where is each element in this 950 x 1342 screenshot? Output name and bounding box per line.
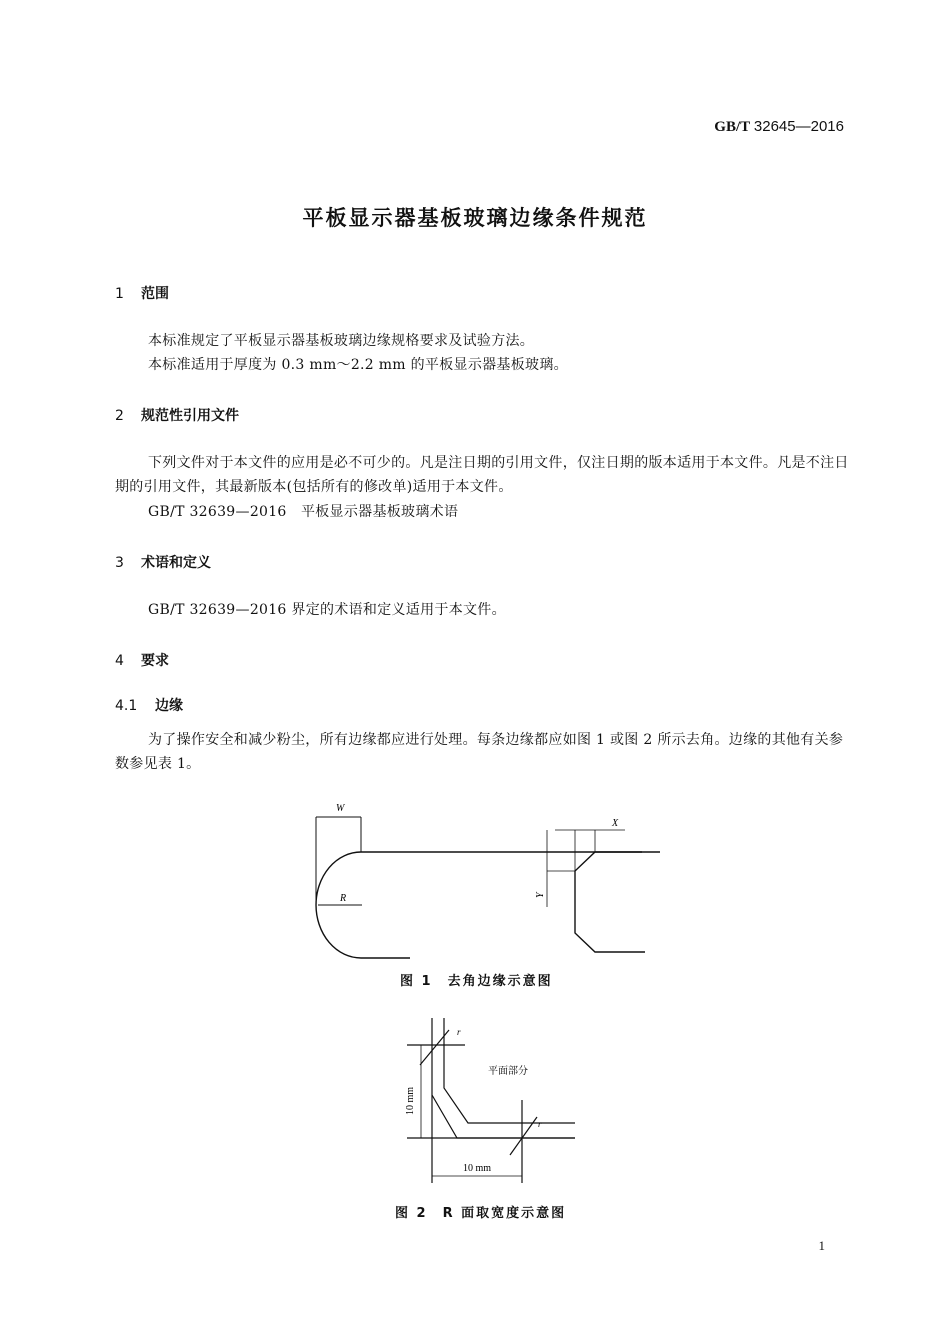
page-title: 平板显示器基板玻璃边缘条件规范 (302, 206, 648, 230)
label-flat-part: 平面部分 (488, 1066, 528, 1077)
paragraph: 下列文件对于本文件的应用是必不可少的。凡是注日期的引用文件，仅注日期的版本适用于本文件。凡是不注日期的引用文件，其最新版本(包括所有的修改单)适用于本文件。 (115, 455, 849, 495)
paragraph: 本标准适用于厚度为 0.3 mm～2.2 mm 的平板显示器基板玻璃。 (148, 357, 568, 373)
label-y: Y (535, 892, 546, 898)
label-x: X (612, 818, 619, 829)
figure-2-caption: 图 2 R 面取宽度示意图 (395, 1206, 567, 1221)
label-dim-vertical: 10 mm (405, 1086, 416, 1115)
section-heading-2: 2 规范性引用文件 (115, 408, 239, 424)
reference-item: GB/T 32639—2016 平板显示器基板玻璃术语 (148, 504, 459, 520)
section-heading-4: 4 要求 (115, 653, 169, 669)
section-heading-3: 3 术语和定义 (115, 555, 211, 571)
paragraph: 为了操作安全和减少粉尘，所有边缘都应进行处理。每条边缘都应如图 1 或图 2 所示去角。边缘的其他有关参数参见表 1。 (115, 732, 844, 772)
page-number: 1 (818, 1238, 825, 1253)
svg-text:r: r (457, 1027, 461, 1037)
figure-1-diagram (300, 795, 660, 965)
section-heading-4-1: 4.1 边缘 (115, 698, 183, 714)
label-w: W (336, 803, 345, 814)
figure-2-diagram (395, 1015, 595, 1195)
paragraph: GB/T 32639—2016 界定的术语和定义适用于本文件。 (148, 602, 506, 618)
figure-1-caption: 图 1 去角边缘示意图 (400, 974, 553, 989)
label-dim-horizontal: 10 mm (463, 1163, 492, 1174)
section-heading-1: 1 范围 (115, 286, 169, 302)
paragraph: 本标准规定了平板显示器基板玻璃边缘规格要求及试验方法。 (148, 333, 535, 349)
svg-text:r: r (538, 1119, 542, 1129)
standard-number: GB/T 32645—2016 (714, 118, 844, 135)
label-r: R (340, 893, 347, 904)
